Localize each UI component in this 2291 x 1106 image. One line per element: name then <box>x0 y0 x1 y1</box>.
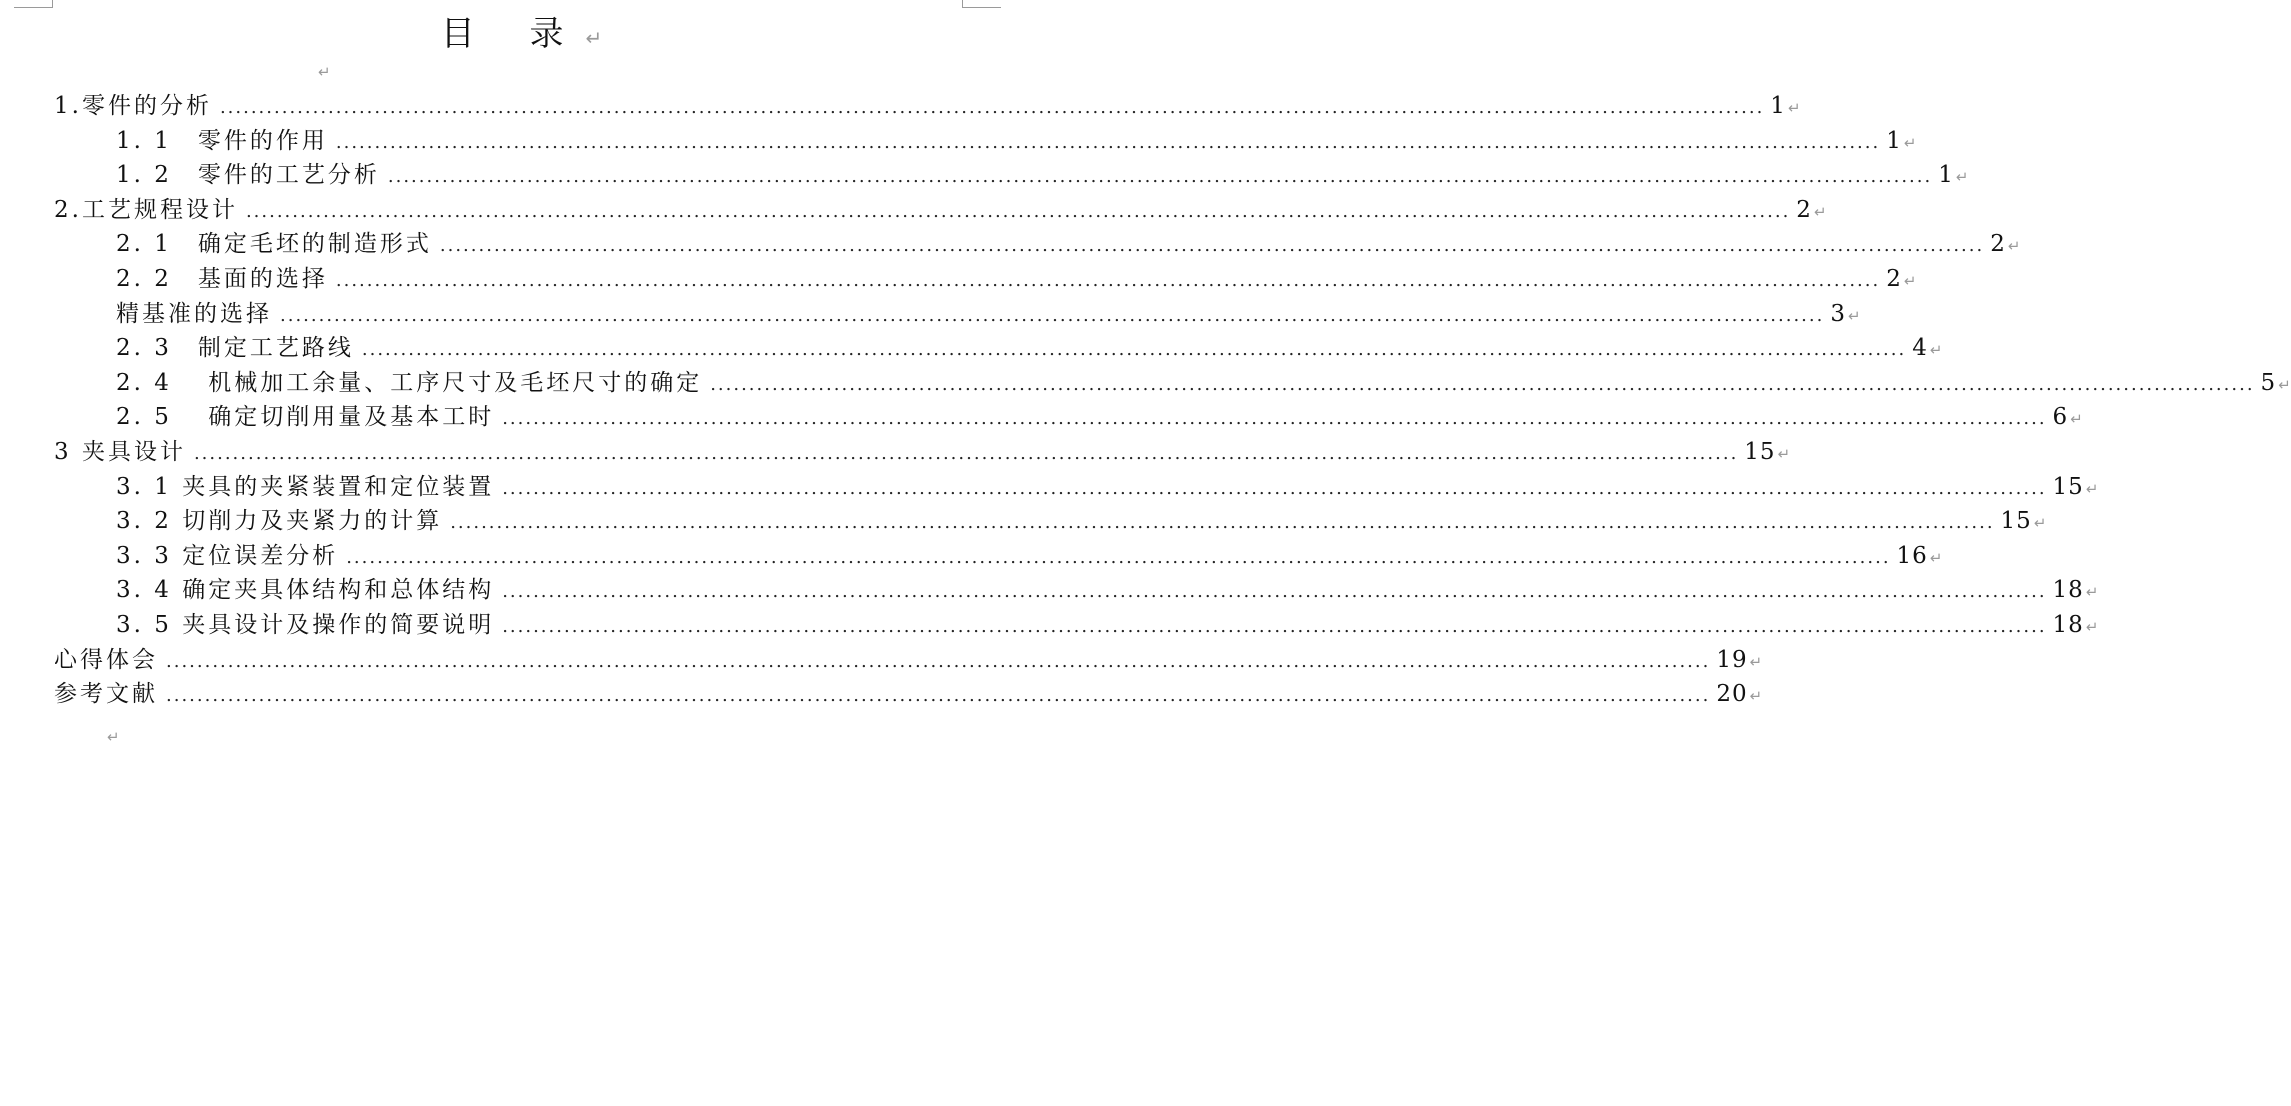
toc-dot-leader: ........................................................................................................................................................................................................ <box>166 651 1711 672</box>
toc-dot-leader: ........................................................................................................................................................................................................ <box>361 339 1907 360</box>
toc-entry-title: 2. 2 基面的选择 <box>116 266 328 292</box>
toc-entry-title: 3 夹具设计 <box>54 439 186 465</box>
toc-entry[interactable] <box>116 608 2099 642</box>
page-corner-marker-left <box>14 0 53 8</box>
toc-dot-leader: ........................................................................................................................................................................................................ <box>387 166 1933 187</box>
toc-entry-page-number: 20 <box>1716 681 1748 707</box>
toc-entry[interactable] <box>54 643 1763 677</box>
toc-dot-leader: ........................................................................................................................................................................................................ <box>219 97 1765 118</box>
paragraph-mark-icon: ↵ <box>318 63 331 81</box>
toc-entry-page-number: 1 <box>1938 162 1954 188</box>
toc-entry[interactable] <box>116 504 2047 538</box>
toc-entry[interactable] <box>116 262 1917 296</box>
toc-entry-page-number: 15 <box>2052 474 2084 500</box>
paragraph-mark-icon: ↵ <box>1903 134 1917 152</box>
paragraph-mark-icon: ↵ <box>2085 480 2099 498</box>
toc-entry[interactable] <box>116 124 1917 158</box>
paragraph-mark-icon: ↵ <box>2007 237 2021 255</box>
toc-dot-leader: ........................................................................................................................................................................................................ <box>710 374 2255 395</box>
paragraph-mark-icon: ↵ <box>1847 307 1861 325</box>
toc-entry-page-number: 1 <box>1770 93 1786 119</box>
toc-entry[interactable] <box>54 193 1827 227</box>
toc-entry-page-number: 2 <box>1796 197 1812 223</box>
toc-entry-page-number: 4 <box>1912 335 1928 361</box>
toc-entry-title: 2. 5 确定切削用量及基本工时 <box>116 404 495 430</box>
toc-entry-title: 3. 2 切削力及夹紧力的计算 <box>116 508 443 534</box>
paragraph-mark-icon: ↵ <box>1749 687 1763 705</box>
paragraph-mark-icon: ↵ <box>1749 653 1763 671</box>
toc-entry-title: 3. 3 定位误差分析 <box>116 543 339 569</box>
toc-dot-leader: ........................................................................................................................................................................................................ <box>346 547 1891 568</box>
toc-dot-leader: ........................................................................................................................................................................................................ <box>502 478 2047 499</box>
toc-entry-title: 1. 1 零件的作用 <box>116 128 328 154</box>
paragraph-mark-icon: ↵ <box>1929 549 1943 567</box>
toc-entry-title: 1.零件的分析 <box>54 93 212 119</box>
paragraph-mark-icon: ↵ <box>1903 272 1917 290</box>
toc-entry-title: 心得体会 <box>54 647 158 673</box>
paragraph-mark-icon: ↵ <box>1787 99 1801 117</box>
toc-entry-title: 3. 1 夹具的夹紧装置和定位装置 <box>116 474 495 500</box>
toc-dot-leader: ........................................................................................................................................................................................................ <box>502 408 2047 429</box>
toc-entry[interactable] <box>116 227 2021 261</box>
toc-dot-leader: ........................................................................................................................................................................................................ <box>502 581 2047 602</box>
toc-title <box>0 10 1043 62</box>
paragraph-mark-icon: ↵ <box>2033 514 2047 532</box>
paragraph-mark-icon: ↵ <box>1929 341 1943 359</box>
toc-entry[interactable] <box>54 435 1791 469</box>
toc-dot-leader: ........................................................................................................................................................................................................ <box>439 235 1985 256</box>
toc-entry-page-number: 16 <box>1896 543 1928 569</box>
paragraph-mark-icon: ↵ <box>1777 445 1791 463</box>
paragraph-mark-icon: ↵ <box>585 26 603 50</box>
toc-entry-title: 2.工艺规程设计 <box>54 197 238 223</box>
paragraph-mark-icon: ↵ <box>107 728 120 746</box>
paragraph-mark-icon: ↵ <box>2278 376 2291 394</box>
toc-entry-page-number: 18 <box>2052 577 2084 603</box>
toc-entry-title: 3. 5 夹具设计及操作的简要说明 <box>116 612 495 638</box>
toc-entry-page-number: 2 <box>1990 231 2006 257</box>
paragraph-mark-icon: ↵ <box>1813 203 1827 221</box>
toc-dot-leader: ........................................................................................................................................................................................................ <box>166 685 1711 706</box>
toc-entry[interactable] <box>116 573 2099 607</box>
toc-title-text: 目 录 <box>440 14 586 54</box>
paragraph-mark-icon: ↵ <box>2085 618 2099 636</box>
toc-entry-title: 2. 1 确定毛坯的制造形式 <box>116 231 432 257</box>
toc-entry[interactable] <box>116 331 1943 365</box>
toc-entry[interactable] <box>116 539 1943 573</box>
toc-entry-title: 参考文献 <box>54 681 158 707</box>
toc-entry-title: 1. 2 零件的工艺分析 <box>116 162 380 188</box>
paragraph-mark-icon: ↵ <box>2085 583 2099 601</box>
toc-entry[interactable] <box>54 89 1801 123</box>
toc-entry-title: 3. 4 确定夹具体结构和总体结构 <box>116 577 495 603</box>
paragraph-mark-icon: ↵ <box>1955 168 1969 186</box>
toc-entry[interactable] <box>116 297 1861 331</box>
toc-entry[interactable] <box>116 158 1969 192</box>
toc-dot-leader: ........................................................................................................................................................................................................ <box>193 443 1739 464</box>
toc-entry-title: 2. 3 制定工艺路线 <box>116 335 354 361</box>
page-corner-marker-right <box>962 0 1001 8</box>
toc-entry[interactable] <box>116 400 2083 434</box>
toc-dot-leader: ........................................................................................................................................................................................................ <box>280 305 1825 326</box>
toc-dot-leader: ........................................................................................................................................................................................................ <box>245 201 1791 222</box>
toc-entry-page-number: 1 <box>1886 128 1902 154</box>
toc-entry-page-number: 6 <box>2052 404 2069 430</box>
toc-dot-leader: ........................................................................................................................................................................................................ <box>502 616 2047 637</box>
toc-entry[interactable] <box>116 366 2291 400</box>
toc-dot-leader: ........................................................................................................................................................................................................ <box>450 512 1995 533</box>
toc-entry[interactable] <box>54 677 1763 711</box>
toc-entry-title: 2. 4 机械加工余量、工序尺寸及毛坯尺寸的确定 <box>116 370 703 396</box>
toc-entry-page-number: 15 <box>1744 439 1776 465</box>
toc-entry-page-number: 15 <box>2000 508 2032 534</box>
toc-entry-page-number: 19 <box>1716 647 1748 673</box>
toc-dot-leader: ........................................................................................................................................................................................................ <box>335 132 1881 153</box>
toc-dot-leader: ........................................................................................................................................................................................................ <box>335 270 1881 291</box>
toc-entry[interactable] <box>116 470 2099 504</box>
toc-entry-title: 精基准的选择 <box>116 301 272 327</box>
toc-entry-page-number: 2 <box>1886 266 1902 292</box>
toc-entry-page-number: 3 <box>1830 301 1846 327</box>
toc-entry-page-number: 18 <box>2052 612 2084 638</box>
paragraph-mark-icon: ↵ <box>2070 410 2083 428</box>
toc-entry-page-number: 5 <box>2260 370 2277 396</box>
